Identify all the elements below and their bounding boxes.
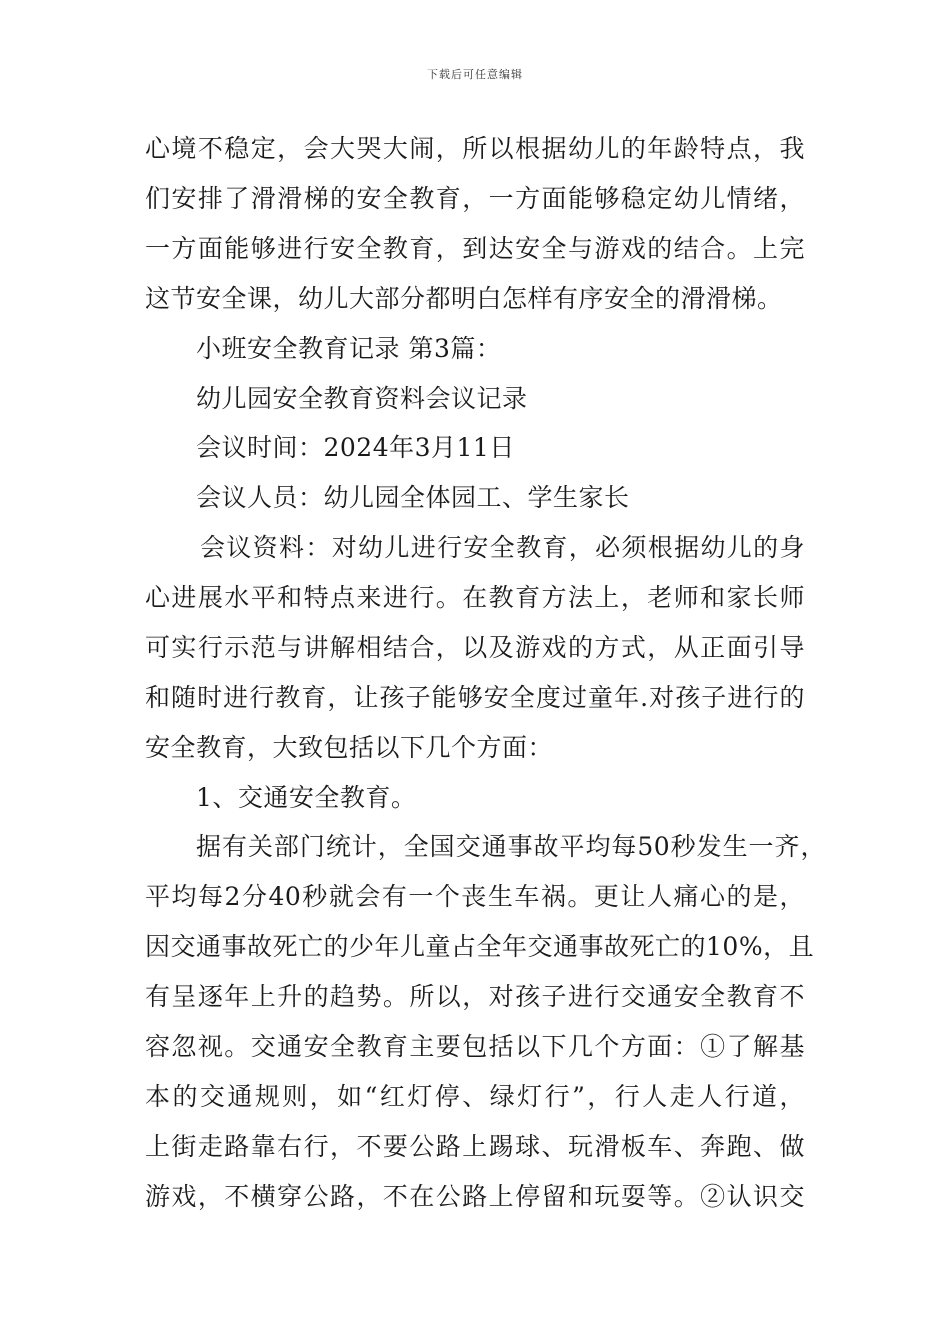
text-line: 这节安全课，幼儿大部分都明白怎样有序安全的滑滑梯。 xyxy=(145,284,783,313)
text-line: 安全教育，大致包括以下几个方面： xyxy=(145,733,554,762)
text-line: 会议资料：对幼儿进行安全教育，必须根据幼儿的身 xyxy=(200,533,805,562)
meeting-attendees: 会议人员：幼儿园全体园工、学生家长 xyxy=(196,483,630,512)
list-heading: 1、交通安全教育。 xyxy=(196,783,417,812)
text-line: 平均每2分40秒就会有一个丧生车祸。更让人痛心的是， xyxy=(145,882,805,911)
text-line: 们安排了滑滑梯的安全教育，一方面能够稳定幼儿情绪， xyxy=(145,184,805,213)
text-line: 和随时进行教育，让孩子能够安全度过童年.对孩子进行的 xyxy=(145,683,805,712)
section-title: 小班安全教育记录 第3篇： xyxy=(196,334,502,363)
meeting-time: 会议时间：2024年3月11日 xyxy=(196,433,515,462)
text-line: 心境不稳定，会大哭大闹，所以根据幼儿的年龄特点，我 xyxy=(145,134,805,163)
text-line: 上街走路靠右行，不要公路上踢球、玩滑板车、奔跑、做 xyxy=(145,1132,805,1161)
text-line: 据有关部门统计，全国交通事故平均每50秒发生一齐， xyxy=(196,832,826,861)
text-line: 有呈逐年上升的趋势。所以，对孩子进行交通安全教育不 xyxy=(145,982,805,1011)
text-line: 因交通事故死亡的少年儿童占全年交通事故死亡的10%，且 xyxy=(145,932,815,961)
page-header: 下载后可任意编辑 xyxy=(427,68,523,81)
text-line: 心进展水平和特点来进行。在教育方法上，老师和家长师 xyxy=(145,583,805,612)
text-line: 可实行示范与讲解相结合，以及游戏的方式，从正面引导 xyxy=(145,633,805,662)
text-line: 本的交通规则，如“红灯停、绿灯行”，行人走人行道， xyxy=(145,1082,805,1111)
document-title: 幼儿园安全教育资料会议记录 xyxy=(196,384,528,413)
text-line: 一方面能够进行安全教育，到达安全与游戏的结合。上完 xyxy=(145,234,805,263)
text-line: 游戏，不横穿公路，不在公路上停留和玩耍等。②认识交 xyxy=(145,1182,805,1211)
text-line: 容忽视。交通安全教育主要包括以下几个方面：①了解基 xyxy=(145,1032,805,1061)
